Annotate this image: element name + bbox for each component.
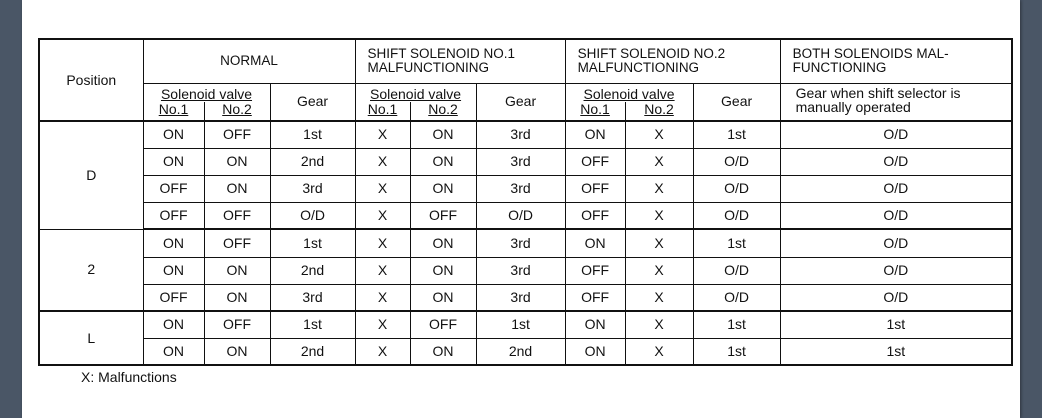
table-cell: 1st — [780, 311, 1012, 338]
solenoid-shift-table — [38, 38, 1013, 366]
sol1-no1-label: No.1 — [355, 102, 410, 121]
table-cell: 1st — [476, 311, 565, 338]
footnote: X: Malfunctions — [81, 369, 177, 385]
table-cell: ON — [143, 338, 204, 365]
table-cell: OFF — [143, 202, 204, 229]
table-cell: X — [355, 175, 410, 202]
table-row — [39, 148, 1012, 175]
sol2-no2-label: No.2 — [625, 102, 693, 121]
table-cell: X — [355, 311, 410, 338]
table-cell: X — [355, 148, 410, 175]
normal-no2-label: No.2 — [204, 102, 270, 121]
position-cell: L — [39, 311, 143, 365]
table-cell: O/D — [693, 175, 780, 202]
table-cell: ON — [565, 121, 625, 148]
table-cell: 1st — [270, 121, 355, 148]
table-cell: OFF — [204, 229, 270, 257]
both-malfunction-header: BOTH SOLENOIDS MAL- FUNCTIONING — [780, 39, 1012, 83]
table-cell: O/D — [780, 257, 1012, 284]
table-cell: 1st — [693, 121, 780, 148]
table-cell: O/D — [693, 284, 780, 311]
table-cell: 3rd — [476, 175, 565, 202]
table-row — [39, 257, 1012, 284]
table-row — [39, 284, 1012, 311]
normal-solenoid-valve-label: Solenoid valve — [143, 83, 270, 102]
table-cell: OFF — [143, 284, 204, 311]
sol1-solenoid-valve-label: Solenoid valve — [355, 83, 476, 102]
table-cell: X — [625, 311, 693, 338]
table-cell: O/D — [780, 121, 1012, 148]
table-cell: 1st — [780, 338, 1012, 365]
table-cell: 2nd — [270, 338, 355, 365]
position-header: Position — [39, 39, 143, 121]
table-cell: OFF — [143, 175, 204, 202]
table-cell: 1st — [693, 229, 780, 257]
table-cell: 3rd — [476, 121, 565, 148]
table-cell: X — [625, 229, 693, 257]
table-cell: 1st — [270, 311, 355, 338]
normal-gear-header: Gear — [270, 83, 355, 121]
table-cell: ON — [565, 229, 625, 257]
table-cell: 3rd — [476, 229, 565, 257]
sol2-solenoid-valve-label: Solenoid valve — [565, 83, 693, 102]
table-cell: 3rd — [270, 175, 355, 202]
table-cell: ON — [143, 257, 204, 284]
table-row — [39, 175, 1012, 202]
sol2-no1-label: No.1 — [565, 102, 625, 121]
table-cell: 2nd — [270, 148, 355, 175]
table-cell: X — [625, 284, 693, 311]
table-cell: O/D — [780, 284, 1012, 311]
table-cell: ON — [143, 148, 204, 175]
table-cell: X — [355, 121, 410, 148]
table-cell: X — [355, 284, 410, 311]
table-cell: X — [355, 257, 410, 284]
table-cell: 3rd — [476, 148, 565, 175]
table-cell: O/D — [693, 202, 780, 229]
sol2-malfunction-header: SHIFT SOLENOID NO.2 MALFUNCTIONING — [565, 39, 780, 83]
sol1-malfunction-header: SHIFT SOLENOID NO.1 MALFUNCTIONING — [355, 39, 565, 83]
table-cell: O/D — [693, 257, 780, 284]
sol1-gear-header: Gear — [476, 83, 565, 121]
table-cell: OFF — [565, 202, 625, 229]
table-row — [39, 202, 1012, 229]
table-cell: X — [355, 202, 410, 229]
table-cell: ON — [143, 311, 204, 338]
table-cell: ON — [410, 338, 476, 365]
table-cell: O/D — [270, 202, 355, 229]
table-cell: ON — [410, 175, 476, 202]
sol1-no2-label: No.2 — [410, 102, 476, 121]
table-cell: OFF — [204, 121, 270, 148]
table-cell: X — [625, 257, 693, 284]
table-cell: X — [625, 121, 693, 148]
normal-header: NORMAL — [143, 39, 355, 83]
table-cell: ON — [565, 311, 625, 338]
table-cell: OFF — [410, 311, 476, 338]
table-cell: X — [625, 175, 693, 202]
table-row — [39, 121, 1012, 148]
table-cell: OFF — [565, 284, 625, 311]
table-row — [39, 229, 1012, 257]
manual-operation-note: Gear when shift selector is manually operated — [780, 83, 1012, 121]
table-cell: O/D — [693, 148, 780, 175]
table-cell: 1st — [693, 311, 780, 338]
table-cell: 1st — [693, 338, 780, 365]
normal-no1-label: No.1 — [143, 102, 204, 121]
table-cell: X — [355, 338, 410, 365]
table-cell: OFF — [204, 202, 270, 229]
table-cell: O/D — [780, 229, 1012, 257]
table-cell: 1st — [270, 229, 355, 257]
table-row — [39, 311, 1012, 338]
table-cell: OFF — [565, 175, 625, 202]
position-cell: 2 — [39, 229, 143, 311]
table-cell: ON — [565, 338, 625, 365]
table-cell: ON — [204, 148, 270, 175]
table-cell: X — [355, 229, 410, 257]
table-cell: 2nd — [270, 257, 355, 284]
table-cell: ON — [204, 175, 270, 202]
table-cell: OFF — [565, 257, 625, 284]
table-cell: O/D — [780, 202, 1012, 229]
table-cell: ON — [204, 284, 270, 311]
table-cell: ON — [410, 148, 476, 175]
table-cell: OFF — [410, 202, 476, 229]
table-cell: O/D — [476, 202, 565, 229]
table-cell: ON — [410, 121, 476, 148]
table-cell: O/D — [780, 175, 1012, 202]
table-cell: 2nd — [476, 338, 565, 365]
table-row — [39, 338, 1012, 365]
table-cell: ON — [143, 121, 204, 148]
table-cell: OFF — [565, 148, 625, 175]
position-cell: D — [39, 121, 143, 229]
table-cell: ON — [410, 284, 476, 311]
sol2-gear-header: Gear — [693, 83, 780, 121]
table-cell: OFF — [204, 311, 270, 338]
table-cell: ON — [143, 229, 204, 257]
table-cell: X — [625, 202, 693, 229]
table-cell: ON — [410, 229, 476, 257]
table-cell: 3rd — [476, 284, 565, 311]
table-cell: 3rd — [270, 284, 355, 311]
table-cell: 3rd — [476, 257, 565, 284]
table-cell: X — [625, 338, 693, 365]
table-cell: ON — [410, 257, 476, 284]
table-cell: ON — [204, 338, 270, 365]
document-page — [22, 0, 1020, 418]
table-cell: O/D — [780, 148, 1012, 175]
table-cell: X — [625, 148, 693, 175]
table-cell: ON — [204, 257, 270, 284]
